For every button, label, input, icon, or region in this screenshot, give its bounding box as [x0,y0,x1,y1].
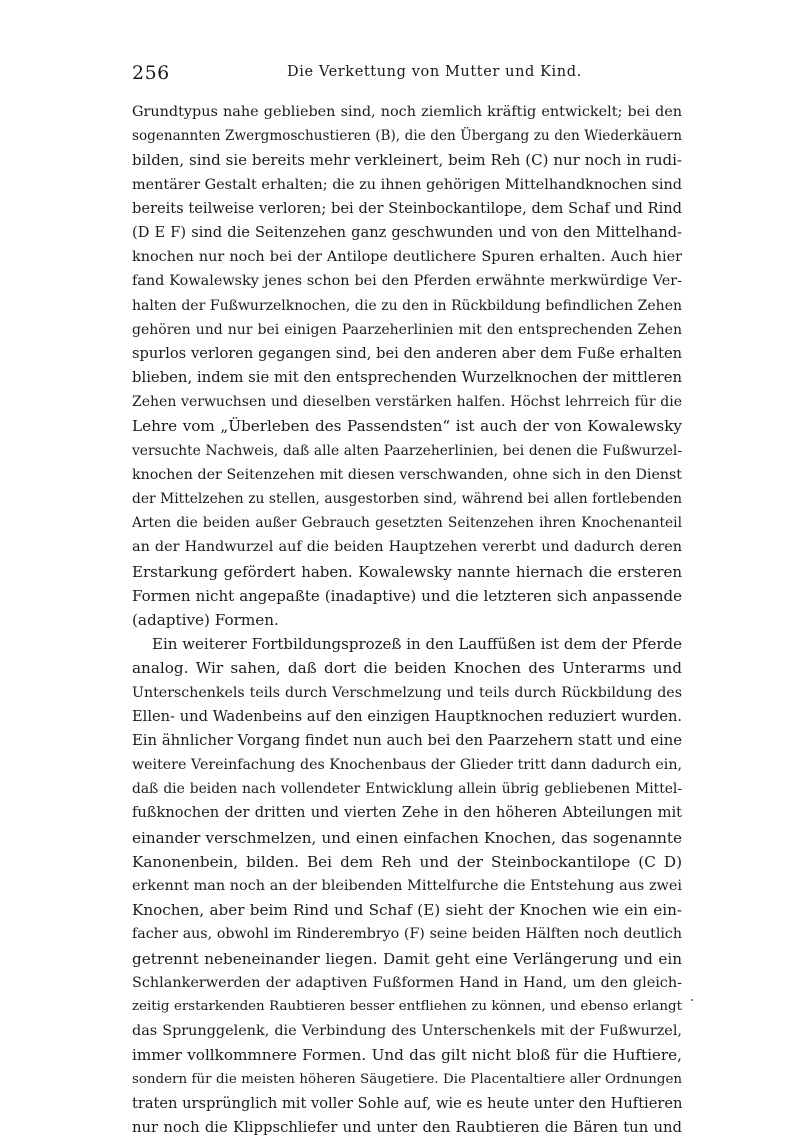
text-line: an der Handwurzel auf die beiden Hauptzehen vererbt und dadurch deren [132,539,682,556]
paper-speck [691,999,693,1001]
text-line: knochen nur noch bei der Antilope deutlichere Spuren erhalten. Auch hier [132,249,682,266]
text-line: Schlankerwerden der adaptiven Fußformen Hand in Hand, um den gleich- [132,974,682,991]
text-line: fand Kowalewsky jenes schon bei den Pferden erwähnte merkwürdige Ver- [132,273,682,290]
body-text [132,100,682,1140]
text-line: Formen nicht angepaßte (inadaptive) und die letzteren sich anpassende [132,586,682,605]
text-line: nur noch die Klippschliefer und unter den Raubtieren die Bären tun und [132,1118,682,1136]
text-line: Kanonenbein, bilden. Bei dem Reh und der Steinbockantilope (C D) [132,852,682,871]
text-line: daß die beiden nach vollendeter Entwicklung allein übrig gebliebenen Mittel- [132,781,682,798]
text-line: sondern für die meisten höheren Säugetiere. Die Placentaltiere aller Ordnungen [132,1071,682,1087]
text-line: immer vollkommnere Formen. Und das gilt nicht bloß für die Huftiere, [132,1046,682,1065]
text-line: traten ursprünglich mit voller Sohle auf, wie es heute unter den Huftieren [132,1094,682,1112]
text-line: bereits teilweise verloren; bei der Steinbockantilope, dem Schaf und Rind [132,199,682,217]
page-number: 256 [132,62,170,84]
text-line: sogenannten Zwergmoschustieren (B), die den Übergang zu den Wiederkäuern [132,128,682,145]
text-line: das Sprunggelenk, die Verbindung des Unterschenkels mit der Fußwurzel, [132,1023,682,1040]
text-line: Erstarkung gefördert haben. Kowalewsky nannte hiernach die ersteren [132,562,682,581]
paragraph-2 [132,632,682,1140]
text-line: spurlos verloren gegangen sind, bei den anderen aber dem Fuße erhalten [132,344,682,362]
text-line: blieben, indem sie mit den entsprechenden Wurzelknochen der mittleren [132,369,682,387]
text-line: Arten die beiden außer Gebrauch gesetzten Seitenzehen ihren Knochenanteil [132,515,682,532]
running-title: Die Verkettung von Mutter und Kind. [287,64,582,80]
text-line: facher aus, obwohl im Rinderembryo (F) seine beiden Hälften noch deutlich [132,926,682,943]
text-line: mentärer Gestalt erhalten; die zu ihnen gehörigen Mittelhandknochen sind [132,176,682,193]
text-line: Ein weiterer Fortbildungsprozeß in den Lauffüßen ist dem der Pferde [152,635,682,654]
text-line: bilden, sind sie bereits mehr verkleinert, beim Reh (C) nur noch in rudi- [132,151,682,170]
text-line: Knochen, aber beim Rind und Schaf (E) sieht der Knochen wie ein ein- [132,901,682,920]
text-line: (D E F) sind die Seitenzehen ganz geschwunden und von den Mittelhand- [132,223,682,241]
text-line: erkennt man noch an der bleibenden Mittelfurche die Entstehung aus zwei [132,878,682,894]
text-line: einander verschmelzen, und einen einfachen Knochen, das sogenannte [132,828,682,847]
text-line: Lehre vom „Überleben des Passendsten“ ist auch der von Kowalewsky [132,417,682,436]
paragraph-1 [132,100,682,632]
text-line: getrennt nebeneinander liegen. Damit geht eine Verlängerung und ein [132,949,682,968]
page-header [132,62,682,86]
text-line: Zehen verwuchsen und dieselben verstärken halfen. Höchst lehrreich für die [132,394,682,411]
text-line: analog. Wir sahen, daß dort die beiden Knochen des Unterarms und [132,659,682,678]
text-line: Ellen- und Wadenbeins auf den einzigen Hauptknochen reduziert wurden. [132,707,682,725]
text-line: gehören und nur bei einigen Paarzeherlinien mit den entsprechenden Zehen [132,321,682,338]
text-line: (adaptive) Formen. [132,610,279,629]
text-line: Unterschenkels teils durch Verschmelzung und teils durch Rückbildung des [132,684,682,701]
text-line: halten der Fußwurzelknochen, die zu den in Rückbildung befindlichen Zehen [132,297,682,314]
text-line: zeitig erstarkenden Raubtieren besser entfliehen zu können, und ebenso erlangt [132,998,682,1014]
text-line: versuchte Nachweis, daß alle alten Paarzeherlinien, bei denen die Fußwurzel- [132,442,682,459]
text-line: fußknochen der dritten und vierten Zehe in den höheren Abteilungen mit [132,804,682,822]
text-line: der Mittelzehen zu stellen, ausgestorben sind, während bei allen fortlebenden [132,491,682,507]
text-line: Ein ähnlicher Vorgang findet nun auch bei den Paarzehern statt und eine [132,731,682,749]
text-line: knochen der Seitenzehen mit diesen verschwanden, ohne sich in den Dienst [132,466,682,483]
text-line: Grundtypus nahe geblieben sind, noch ziemlich kräftig entwickelt; bei den [132,104,682,120]
text-line: weitere Vereinfachung des Knochenbaus der Glieder tritt dann dadurch ein, [132,757,682,774]
